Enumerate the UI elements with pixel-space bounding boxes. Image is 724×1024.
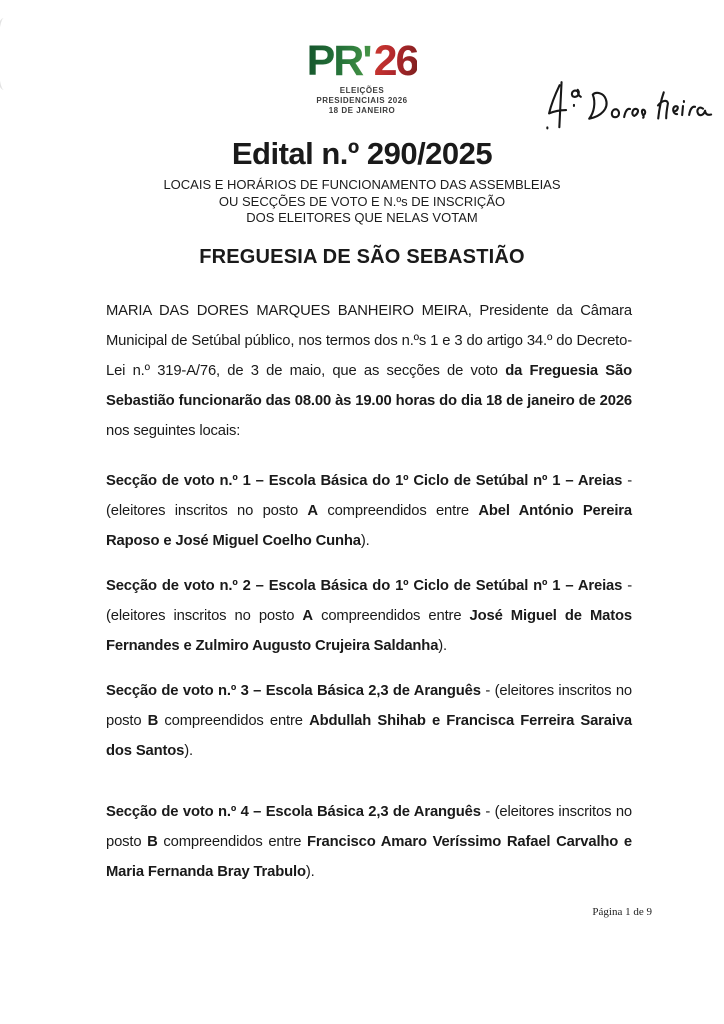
paragraph-intro <box>106 296 632 446</box>
text-run: - (eleitores inscritos no posto <box>106 804 632 850</box>
text-run: compreendidos entre <box>158 713 310 729</box>
tagline-line-2: PRESIDENCIAIS 2026 <box>316 96 408 105</box>
paragraph-seccao-3 <box>106 676 632 766</box>
text-run: - (eleitores inscritos no posto <box>106 473 632 519</box>
document-body <box>106 296 632 902</box>
paragraph-seccao-1 <box>106 466 632 556</box>
text-run: A <box>307 503 318 519</box>
text-run: compreendidos entre <box>312 608 470 624</box>
title-block <box>0 136 724 227</box>
text-run: ). <box>184 743 194 759</box>
text-run: Secção de voto n.º 3 – Escola Básica 2,3 de Aranguês <box>106 683 481 699</box>
text-run: B <box>147 834 158 850</box>
subtitle-line-1: LOCAIS E HORÁRIOS DE FUNCIONAMENTO DAS ASSEMBLEIAS <box>163 177 561 192</box>
text-run: Secção de voto n.º 1 – Escola Básica do 1º Ciclo de Setúbal nº 1 – Areias <box>106 473 623 489</box>
document-title: Edital n.º 290/2025 <box>231 136 493 171</box>
text-run: José Miguel de Matos Fernandes e Zulmiro Augusto Crujeira Saldanha <box>106 608 632 654</box>
text-run: da Freguesia São Sebastião funcionarão das 08.00 às 19.00 horas do dia 18 de janeiro de 2026 <box>106 363 632 409</box>
tagline-line-1: ELEIÇÕES <box>339 86 385 95</box>
text-run: compreendidos entre <box>317 503 479 519</box>
freguesia-heading: FREGUESIA DE SÃO SEBASTIÃO <box>199 246 525 268</box>
text-run: compreendidos entre <box>157 834 308 850</box>
text-run: - (eleitores inscritos no posto <box>106 578 632 624</box>
text-run: ). <box>360 533 370 549</box>
text-run: ). <box>305 864 315 880</box>
document-subtitle <box>0 177 724 227</box>
handwritten-annotation <box>529 72 724 141</box>
logo-pr-text: PR' <box>306 37 371 85</box>
paragraph-seccao-4 <box>106 797 632 887</box>
text-run: nos seguintes locais: <box>106 423 241 439</box>
text-run: Secção de voto n.º 2 – Escola Básica do 1º Ciclo de Setúbal nº 1 – Areias <box>106 578 623 594</box>
page-number: Página 1 de 9 <box>592 906 652 918</box>
text-run: Abel António Pereira Raposo e José Miguel Coelho Cunha <box>106 503 632 549</box>
text-run: B <box>147 713 159 729</box>
tagline-line-3: 18 DE JANEIRO <box>328 106 396 115</box>
text-run: - (eleitores inscritos no posto <box>106 683 632 729</box>
text-run: Abdullah Shihab e Francisca Ferreira Saraiva dos Santos <box>106 713 632 759</box>
text-run: Francisco Amaro Veríssimo Rafael Carvalho e Maria Fernanda Bray Trabulo <box>106 834 632 880</box>
subtitle-line-2: OU SECÇÕES DE VOTO E N.ºs DE INSCRIÇÃO <box>218 193 506 209</box>
text-run: MARIA DAS DORES MARQUES BANHEIRO MEIRA, Presidente da Câmara Municipal de Setúbal público, nos termos dos n.ºs 1 e 3 do artigo 34.º do Decreto-Lei n.º 319-A/76, de 3 de maio, que as secções de voto <box>106 303 632 379</box>
text-run: Secção de voto n.º 4 – Escola Básica 2,3 de Aranguês <box>106 804 481 820</box>
paragraph-seccao-2 <box>106 571 632 661</box>
text-run: ). <box>438 638 448 654</box>
text-run: A <box>302 608 313 624</box>
logo-year-text: 26 <box>373 37 418 85</box>
subtitle-line-3: DOS ELEITORES QUE NELAS VOTAM <box>246 210 478 225</box>
